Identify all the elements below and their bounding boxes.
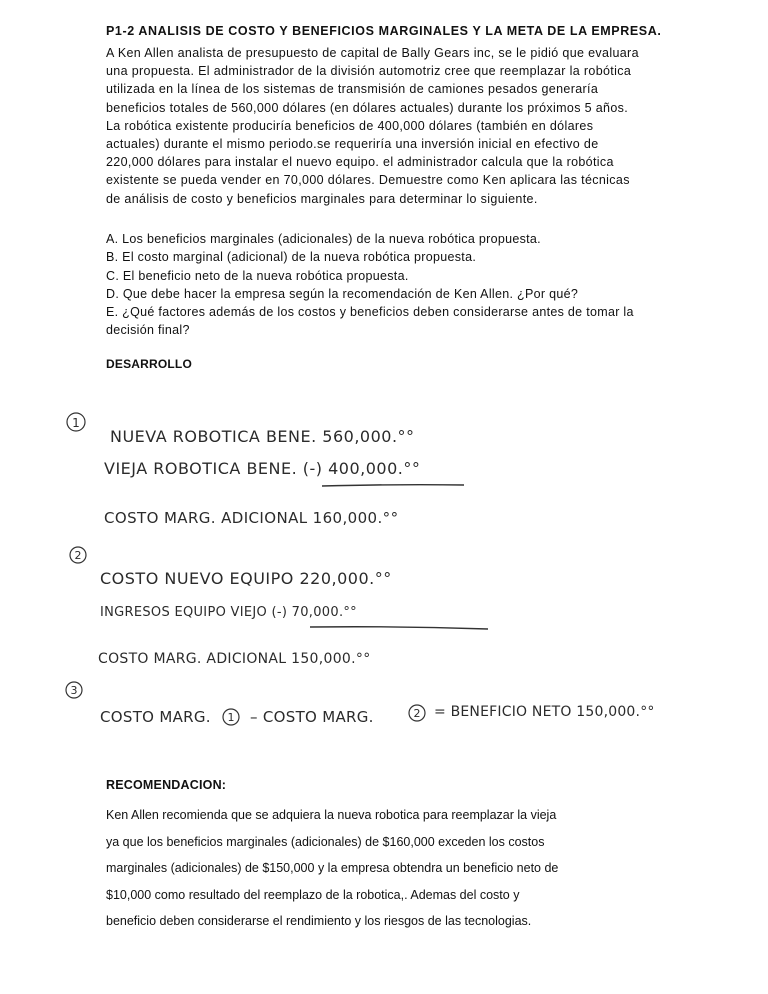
problem-statement bbox=[106, 44, 706, 208]
recommendation-line: beneficio deben considerarse el rendimiento y los riesgos de las tecnologias. bbox=[106, 914, 532, 929]
step-1-sum-line bbox=[322, 485, 464, 486]
step-3-ref-2: 2 bbox=[413, 707, 421, 720]
step-3-text-b: – COSTO MARG. bbox=[250, 708, 374, 726]
question-b: B. El costo marginal (adicional) de la nueva robótica propuesta. bbox=[106, 250, 477, 265]
step-2-marker: 2 bbox=[74, 549, 82, 562]
recommendation-line: marginales (adicionales) de $150,000 y la empresa obtendra un beneficio neto de bbox=[106, 861, 559, 876]
statement-line: 220,000 dólares para instalar el nuevo equipo. el administrador calcula que la robótica bbox=[106, 155, 614, 170]
step-1-line-2: VIEJA ROBOTICA BENE. (-) 400,000.°° bbox=[104, 459, 421, 478]
statement-line: A Ken Allen analista de presupuesto de capital de Bally Gears inc, se le pidió que evaluara bbox=[106, 46, 639, 60]
step-2-sum-line bbox=[310, 627, 488, 629]
recommendation-line: $10,000 como resultado del reemplazo de la robotica,. Ademas del costo y bbox=[106, 887, 520, 902]
question-a: A. Los beneficios marginales (adicionales) de la nueva robótica propuesta. bbox=[106, 232, 541, 246]
handwritten-solution bbox=[60, 400, 740, 740]
statement-line: La robótica existente produciría beneficios de 400,000 dólares (también en dólares bbox=[106, 118, 594, 133]
statement-line: una propuesta. El administrador de la división automotriz cree que reemplazar la robótica bbox=[106, 64, 632, 79]
statement-line: actuales) durante el mismo periodo.se requeriría una inversión inicial en efectivo de bbox=[106, 137, 599, 152]
step-3-marker: 3 bbox=[70, 684, 78, 697]
statement-line: beneficios totales de 560,000 dólares (en dólares actuales) durante los próximos 5 años. bbox=[106, 100, 629, 115]
problem-heading: P1-2 ANALISIS DE COSTO Y BENEFICIOS MARGINALES Y LA META DE LA EMPRESA. bbox=[106, 24, 662, 38]
question-e: E. ¿Qué factores además de los costos y beneficios deben considerarse antes de tomar la bbox=[106, 305, 634, 320]
statement-line: utilizada en la línea de los sistemas de transmisión de camiones pesados generaría bbox=[106, 82, 599, 97]
section-title-desarrollo: DESARROLLO bbox=[106, 357, 192, 371]
question-e-continued: decisión final? bbox=[106, 323, 190, 338]
step-1-line-1: NUEVA ROBOTICA BENE. 560,000.°° bbox=[110, 427, 415, 446]
step-3-ref-1: 1 bbox=[227, 711, 235, 724]
step-1-result: COSTO MARG. ADICIONAL 160,000.°° bbox=[104, 509, 399, 527]
recommendation-line: Ken Allen recomienda que se adquiera la nueva robotica para reemplazar la vieja bbox=[106, 808, 557, 822]
statement-line: de análisis de costo y beneficios marginales para determinar lo siguiente. bbox=[106, 191, 538, 206]
statement-line: existente se pueda vender en 70,000 dólares. Demuestre como Ken aplicara las técnicas bbox=[106, 173, 630, 188]
step-2-line-1: COSTO NUEVO EQUIPO 220,000.°° bbox=[100, 569, 392, 588]
recommendation-line: ya que los beneficios marginales (adicionales) de $160,000 exceden los costos bbox=[106, 834, 545, 849]
step-3-text-a: COSTO MARG. bbox=[100, 708, 211, 726]
step-2-result: COSTO MARG. ADICIONAL 150,000.°° bbox=[98, 651, 371, 667]
step-1-marker: 1 bbox=[72, 416, 80, 430]
question-list bbox=[106, 230, 706, 340]
question-d: D. Que debe hacer la empresa según la recomendación de Ken Allen. ¿Por qué? bbox=[106, 286, 579, 301]
recommendation-body bbox=[106, 802, 706, 935]
step-3-text-c: = BENEFICIO NETO 150,000.°° bbox=[434, 704, 655, 720]
question-c: C. El beneficio neto de la nueva robótica propuesta. bbox=[106, 268, 409, 283]
recommendation-title: RECOMENDACION: bbox=[106, 778, 227, 792]
step-2-line-2: INGRESOS EQUIPO VIEJO (-) 70,000.°° bbox=[100, 605, 357, 620]
